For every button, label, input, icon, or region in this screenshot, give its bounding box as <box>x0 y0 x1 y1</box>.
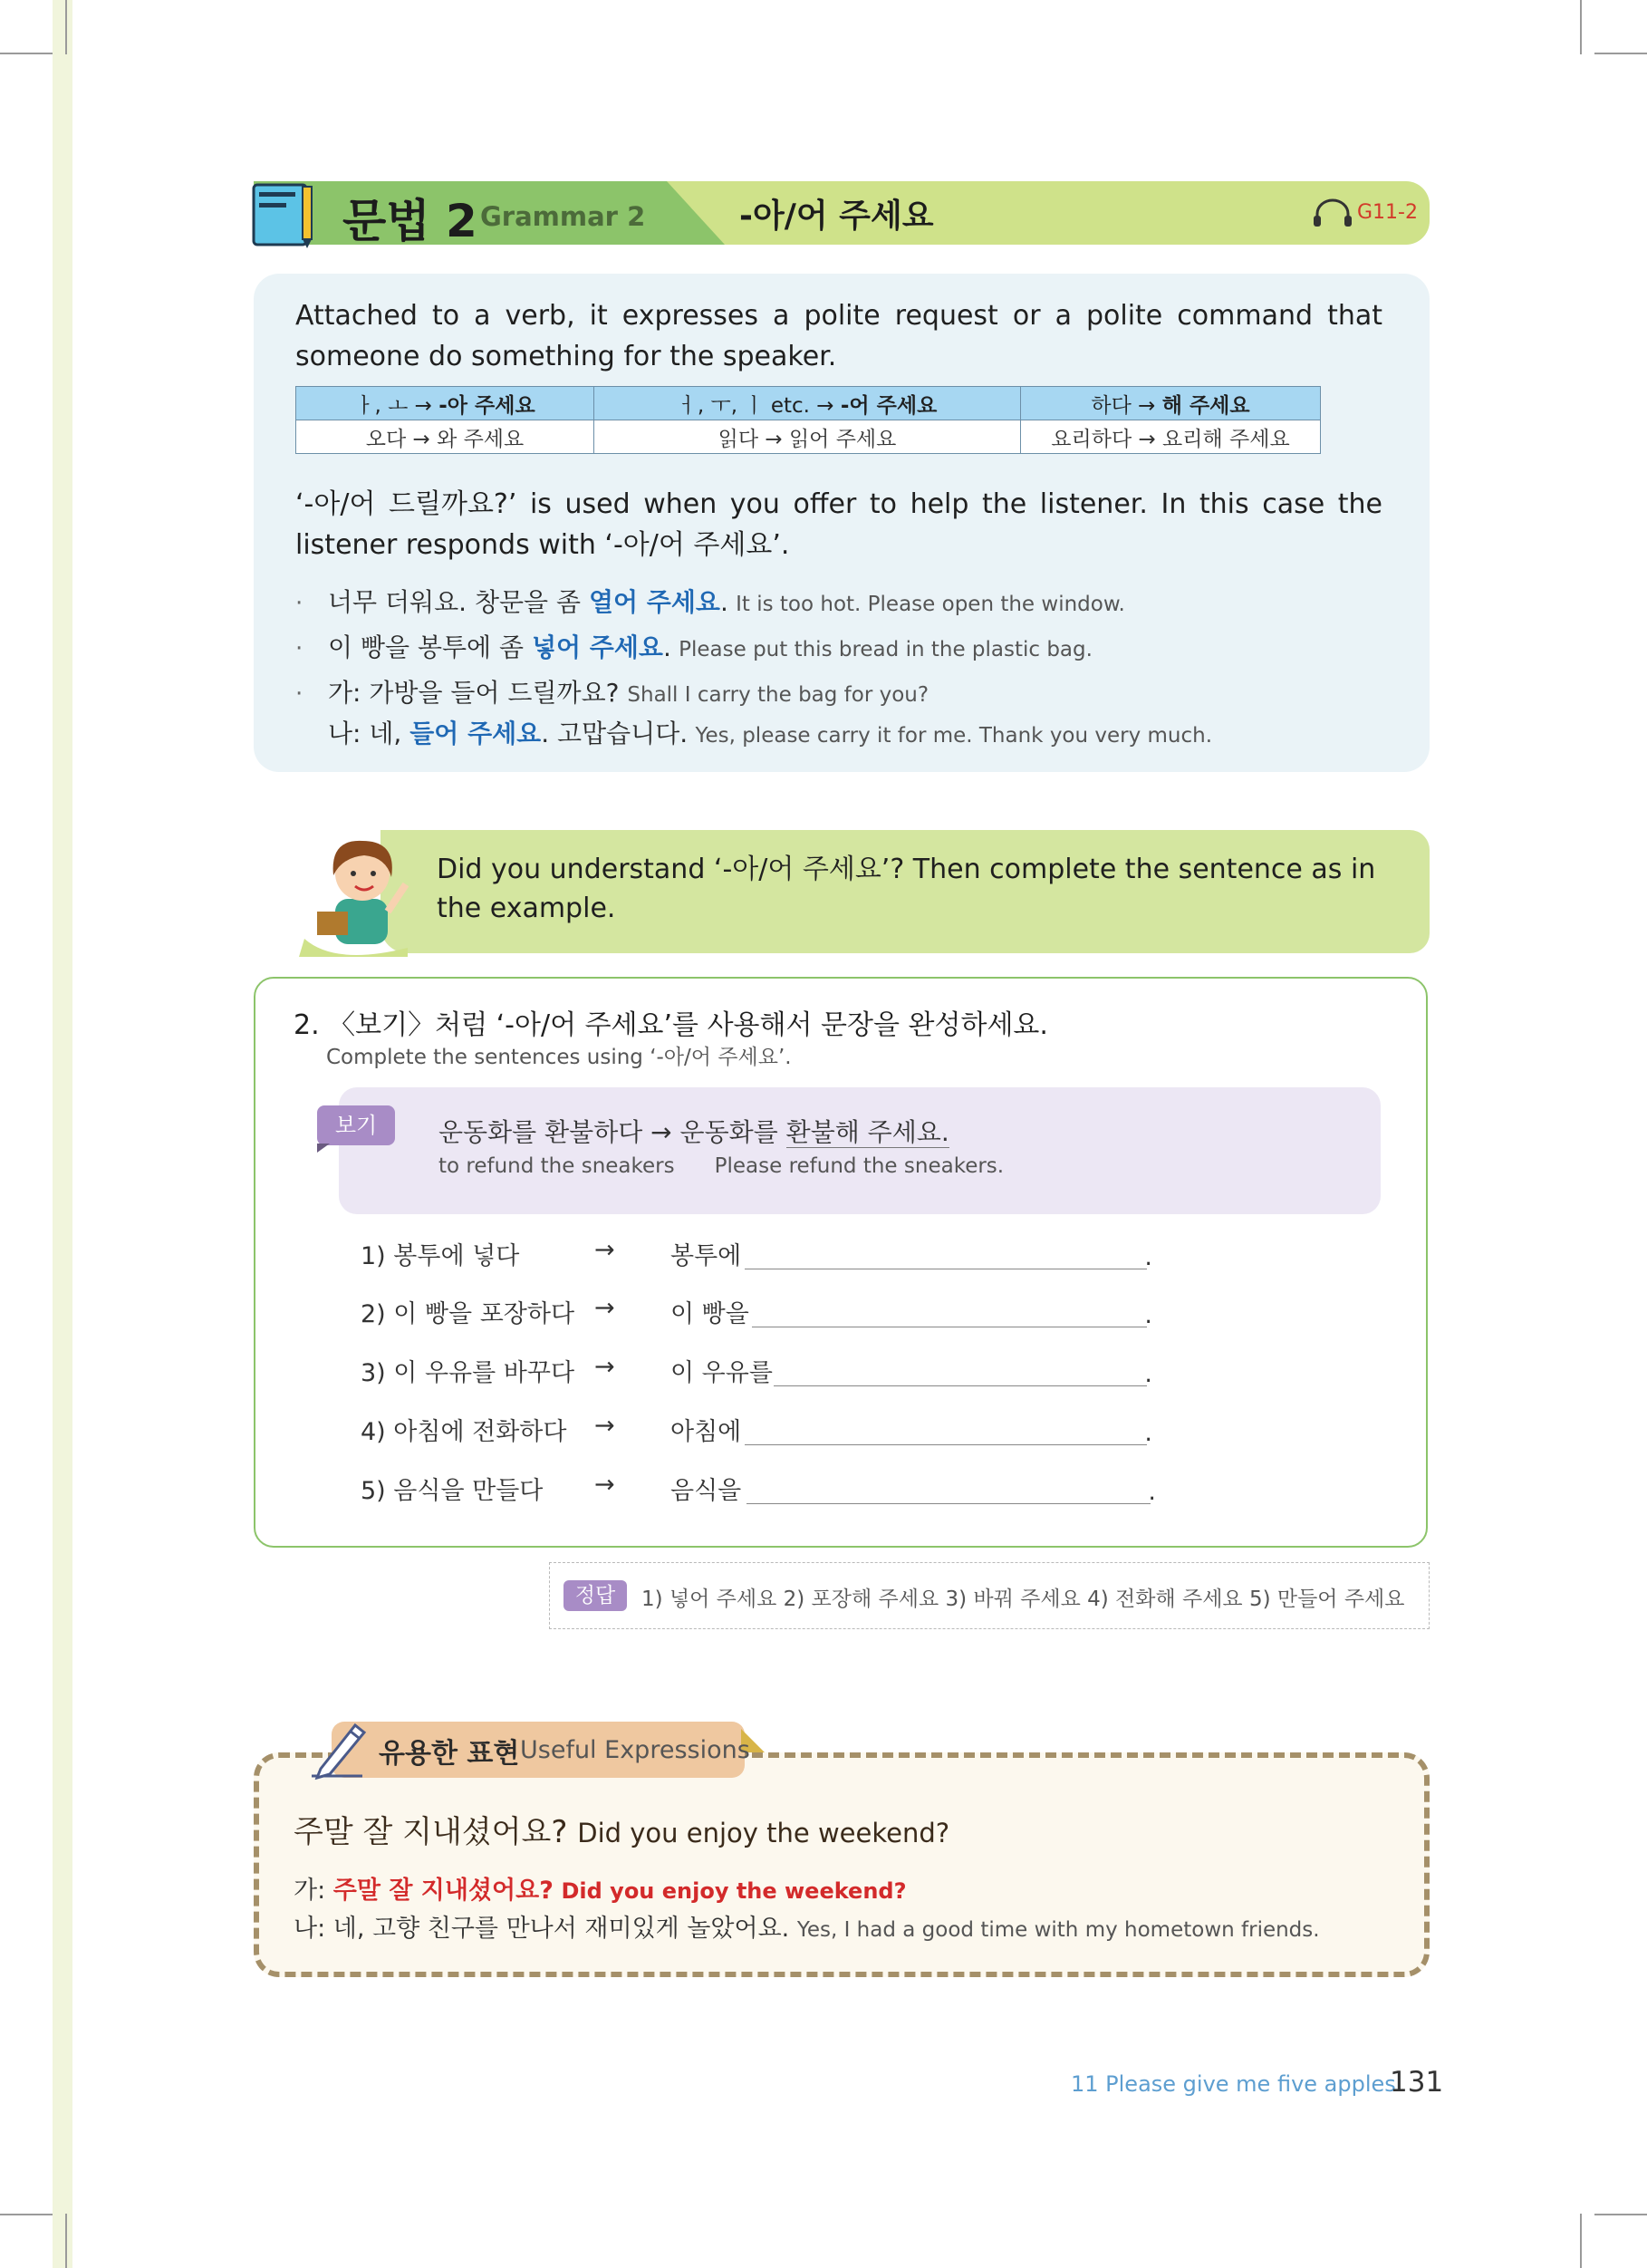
dialogue-line-1: 가: 주말 잘 지내셨어요? Did you enjoy the weekend? <box>294 1877 907 1905</box>
crop-mark <box>65 0 67 54</box>
page-number: 131 <box>1390 2066 1444 2099</box>
example-item: · 이 빵을 봉투에 좀 넣어 주세요. Please put this bread in the plastic bag. <box>295 632 1093 662</box>
crop-mark <box>1594 53 1647 54</box>
dialogue-line-2: 나: 네, 고향 친구를 만나서 재미있게 놀았어요. Yes, I had a good time with my hometown friends. <box>294 1915 1320 1943</box>
example-box <box>339 1087 1381 1214</box>
grammar-title-english: Grammar 2 <box>480 201 646 232</box>
conj-header-cell: ㅏ, ㅗ → -아 주세요 <box>296 387 594 420</box>
example-item: · 너무 더워요. 창문을 좀 열어 주세요. It is too hot. Please open the window. <box>295 587 1125 617</box>
crop-mark <box>1580 0 1582 54</box>
audio-track-code: G11-2 <box>1357 201 1418 224</box>
grammar-title-korean: 문법 2 <box>342 195 477 247</box>
notebook-icon <box>252 179 315 248</box>
conj-example-cell: 오다 → 와 주세요 <box>296 420 594 454</box>
exercise-subtitle: Complete the sentences using ‘-아/어 주세요’. <box>326 1046 792 1069</box>
example-sentences <box>295 580 1401 752</box>
answer-key-text: 1) 넣어 주세요 2) 포장해 주세요 3) 바꿔 주세요 4) 전화해 주세요 5) 만들어 주세요 <box>641 1588 1405 1611</box>
useful-expression-headline: 주말 잘 지내셨어요? Did you enjoy the weekend? <box>294 1814 950 1850</box>
grammar-pattern: -아/어 주세요 <box>739 198 934 235</box>
example-item: · 가: 가방을 들어 드릴까요? Shall I carry the bag for you? <box>295 678 929 708</box>
answer-blank[interactable] <box>774 1385 1147 1386</box>
conjugation-table <box>295 386 1321 454</box>
grammar-explanation-box <box>254 274 1430 772</box>
example-english: to refund the sneakers Please refund the sneakers. <box>438 1154 1005 1178</box>
useful-expressions-title-ko: 유용한 표현 <box>379 1738 520 1770</box>
example-label-tail <box>317 1144 330 1153</box>
headphones-icon[interactable] <box>1312 198 1353 228</box>
conj-example-cell: 요리하다 → 요리해 주세요 <box>1021 420 1321 454</box>
conj-header-cell: 하다 → 해 주세요 <box>1021 387 1321 420</box>
conj-header-cell: ㅓ, ㅜ, ㅣ etc. → -어 주세요 <box>594 387 1021 420</box>
useful-expressions-title-en: Useful Expressions <box>520 1736 750 1764</box>
example-label: 보기 <box>317 1105 395 1145</box>
answer-key-label: 정답 <box>563 1580 627 1611</box>
explanation-paragraph-2: ‘-아/어 드릴까요?’ is used when you offer to help the listener. In this case the listener responds with ‘-아/어 주세요’. <box>295 488 1382 561</box>
exercise-item: 4) 아침에 전화하다 → 아침에 . <box>361 1412 1152 1447</box>
pen-icon <box>308 1718 371 1780</box>
crop-mark <box>1594 2214 1647 2215</box>
crop-mark <box>1580 2214 1582 2268</box>
example-item: 나: 네, 들어 주세요. 고맙습니다. Yes, please carry it for me. Thank you very much. <box>328 719 1213 748</box>
page-margin-strip <box>53 0 72 2268</box>
exercise-item: 2) 이 빵을 포장하다 → 이 빵을 . <box>361 1294 1152 1329</box>
example-korean: 운동화를 환불하다 → 운동화를 환불해 주세요. <box>438 1117 949 1147</box>
explanation-paragraph: Attached to a verb, it expresses a polite request or a polite command that someone do something for the speaker. <box>295 300 1382 372</box>
exercise-title: 2. 〈보기〉처럼 ‘-아/어 주세요’를 사용해서 문장을 완성하세요. <box>294 1009 1048 1041</box>
teacher-illustration <box>299 821 426 957</box>
exercise-item: 3) 이 우유를 바꾸다 → 이 우유를 . <box>361 1353 1152 1388</box>
exercise-item: 1) 봉투에 넣다 → 봉투에 . <box>361 1236 1152 1271</box>
chapter-footer: 11 Please give me five apples. <box>1071 2071 1403 2097</box>
conj-example-cell: 읽다 → 읽어 주세요 <box>594 420 1021 454</box>
crop-mark <box>0 53 53 54</box>
answer-blank[interactable] <box>746 1503 1151 1504</box>
crop-mark <box>0 2214 53 2215</box>
crop-mark <box>65 2214 67 2268</box>
prompt-text: Did you understand ‘-아/어 주세요’? Then complete the sentence as in the example. <box>437 854 1376 924</box>
exercise-item: 5) 음식을 만들다 → 음식을 . <box>361 1471 1156 1506</box>
answer-blank[interactable] <box>745 1444 1147 1445</box>
